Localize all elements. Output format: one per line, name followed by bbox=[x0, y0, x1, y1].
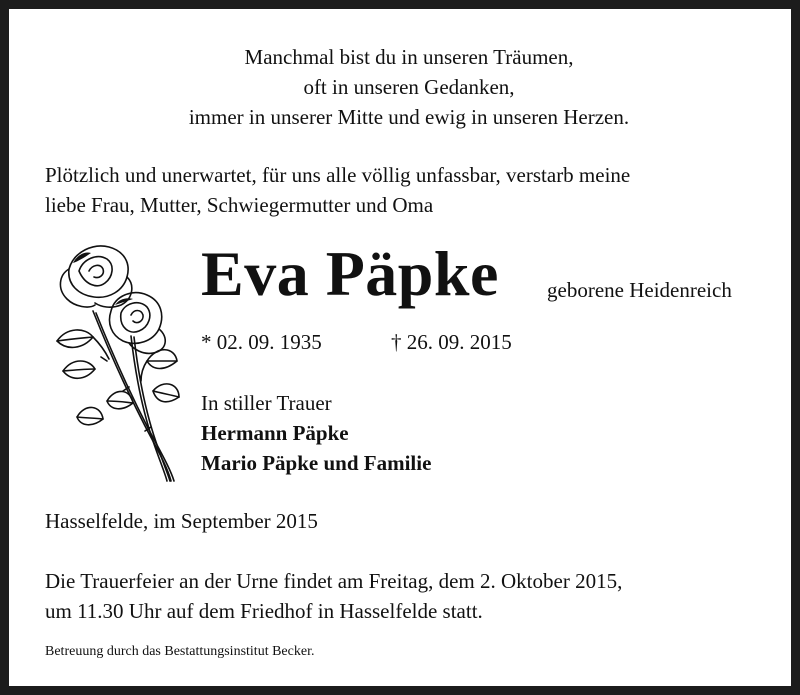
motto-line-3: immer in unserer Mitte und ewig in unseren Herzen. bbox=[188, 105, 630, 129]
intro-line-1: Plötzlich und unerwartet, für uns alle völlig unfassbar, verstarb meine bbox=[45, 163, 631, 187]
ceremony-line-2: um 11.30 Uhr auf dem Friedhof in Hasselfelde statt. bbox=[45, 599, 483, 623]
mourning-intro: In stiller Trauer bbox=[201, 391, 332, 415]
intro-line-2: liebe Frau, Mutter, Schwiegermutter und Oma bbox=[45, 193, 434, 217]
funeral-home-note: Betreuung durch das Bestattungsinstitut Becker. bbox=[45, 644, 315, 659]
deceased-name: Eva Päpke bbox=[201, 238, 499, 309]
motto-line-2: oft in unseren Gedanken, bbox=[303, 75, 515, 99]
birth-date: * 02. 09. 1935 bbox=[201, 330, 322, 354]
mourner-name: Hermann Päpke bbox=[201, 421, 349, 445]
mourner-name: Mario Päpke und Familie bbox=[201, 451, 432, 475]
place-date: Hasselfelde, im September 2015 bbox=[45, 509, 318, 533]
motto-line-1: Manchmal bist du in unseren Träumen, bbox=[244, 45, 574, 69]
maiden-name: geborene Heidenreich bbox=[547, 278, 732, 302]
ceremony-line-1: Die Trauerfeier an der Urne findet am Freitag, dem 2. Oktober 2015, bbox=[45, 569, 623, 593]
rose-illustration bbox=[49, 241, 184, 486]
death-date: † 26. 09. 2015 bbox=[391, 330, 512, 354]
